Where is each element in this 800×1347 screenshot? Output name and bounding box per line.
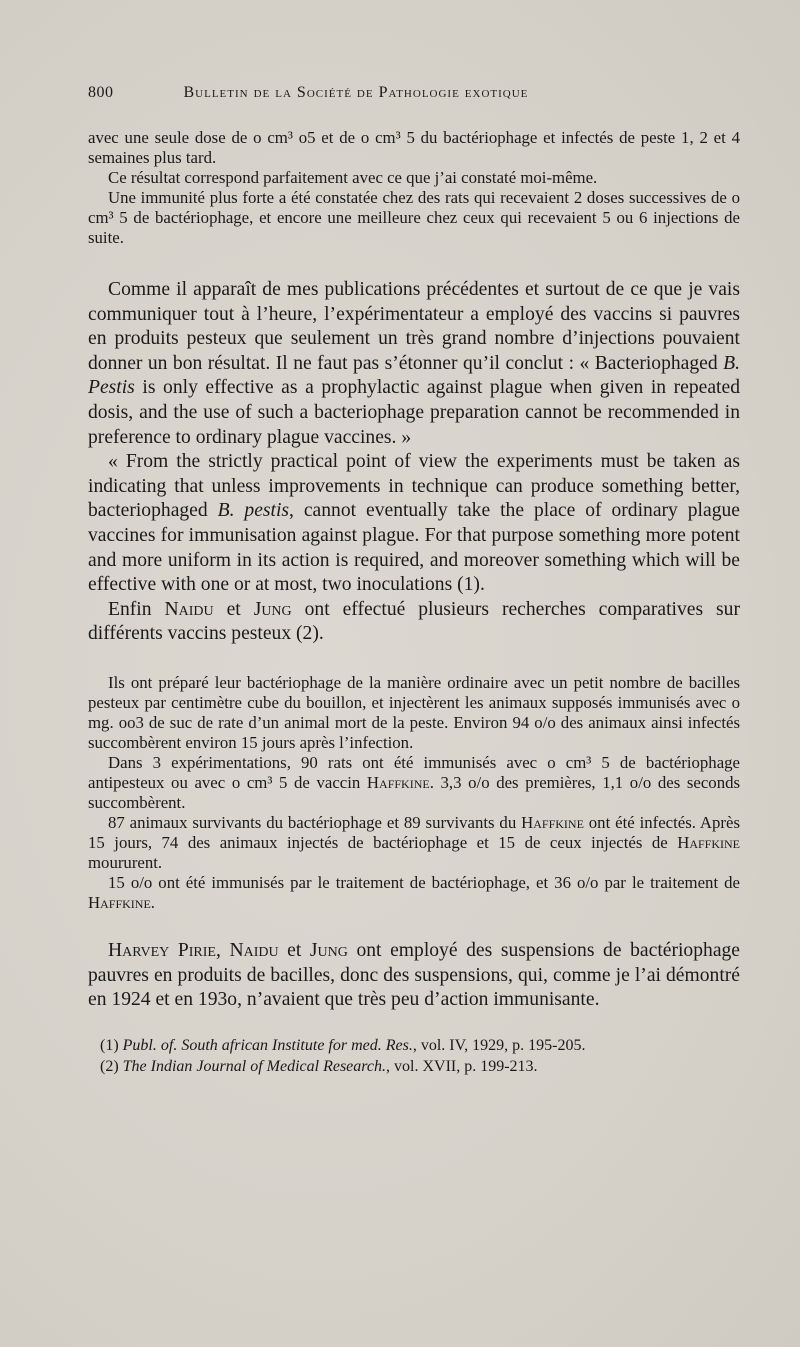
text-run: . 3,3 o/o des premières, 1,1 o/o des seconds succombèrent. [88,772,741,812]
footnote-1 [88,1035,740,1056]
conclusion-block [88,939,740,1013]
paragraph [88,450,740,598]
text-run: moururent. [88,852,163,872]
author-name: Haffkine [88,892,151,912]
page-number: 800 [88,84,114,101]
citation-details: , vol. IV, 1929, p. 195-205. [412,1036,586,1054]
text-run: is only effective as a prophylactic against plague when given in repeated dosis, and the use of such a bacteriophage preparation cannot be recommended in preference to ordinary plague vaccines. » [88,377,740,448]
paragraph [88,939,740,1013]
experiment-block [88,673,740,913]
author-name: Jung [253,598,292,620]
text-run: , [215,939,230,961]
paragraph [88,873,740,913]
author-name: Haffkine [366,772,430,792]
paragraph [88,278,740,450]
intro-block [88,128,740,248]
author-name: Jung [309,939,348,961]
text-run: 87 animaux survivants du bactériophage et 89 survivants du [108,812,522,832]
text-run: . [150,892,155,912]
text-run: 15 o/o ont été immunisés par le traitement de bactériophage, et 36 o/o par le traitement de [108,872,740,892]
running-head [88,84,740,102]
footnote-number: (2) [100,1057,123,1075]
author-name: Naidu [164,598,214,620]
author-name: Harvey Pirie [108,939,216,961]
text-run: ont été infectés. Après 15 jours, 74 des animaux injectés de bactériophage et 15 de ceux injectés de [88,812,740,852]
text-run: et [213,598,254,620]
paragraph [88,753,740,813]
paragraph: Ce résultat correspond parfaitement avec ce que j’ai constaté moi-même. [108,168,598,187]
paragraph: Une immunité plus forte a été constatée chez des rats qui recevaient 2 doses successives de o cm³ 5 de bactériophage, et encore une meilleure chez ceux qui recevaient 5 ou 6 injections de suite. [88,188,740,247]
footnotes [88,1035,740,1077]
footnote-2 [88,1056,740,1077]
citation-details: , vol. XVII, p. 199-213. [386,1057,538,1075]
author-name: Naidu [229,939,279,961]
paragraph: avec une seule dose de o cm³ o5 et de o cm³ 5 du bactériophage et infectés de peste 1, 2 et 4 semaines plus tard. [88,128,740,167]
text-run: et [278,939,310,961]
author-name: Haffkine [677,832,740,852]
text-run: ont employé des suspensions de bactériophage pauvres en produits de bacilles, donc des suspensions, qui, comme je l’ai démontré en 1924 et en 193o, n’avaient que très peu d’action immunisante. [88,939,741,1011]
text-run: Dans 3 expérimentations, 90 rats ont été immunisés avec o cm³ 5 de bactériophage antipesteux ou avec o cm³ 5 de vaccin [88,752,740,792]
paragraph: Ils ont préparé leur bactériophage de la manière ordinaire avec un petit nombre de bacilles pesteux par centimètre cube du bouillon, et injectèrent les animaux supposés immunisés avec o mg. oo3 de suc de rate d’un animal mort de la peste. Environ 94 o/o des animaux ainsi infectés succombèrent environ 15 jours après l’infection. [88,672,740,752]
journal-title: Bulletin de la Société de Pathologie exotique [183,84,529,101]
page [88,84,740,1077]
author-name: Haffkine [521,812,584,832]
main-block [88,278,740,647]
text-run: Enfin [108,598,165,620]
text-run: , cannot eventually take the place of ordinary plague vaccines for immunisation against plague. For that purpose something more potent and more uniform in its action is required, and moreover something which will be effective with one or at most, two inoculations (1). [88,500,740,596]
italic-run: B. pestis [217,500,290,522]
citation-title: The Indian Journal of Medical Research. [122,1057,387,1075]
footnote-number: (1) [100,1036,123,1054]
text-run: « From the strictly practical point of view the experiments must be taken as indicating that unless improvements in technique can produce something better, bacteriophaged [88,451,740,522]
citation-title: Publ. of. South african Institute for med. Res. [122,1036,413,1054]
italic-run: B. Pestis [88,352,740,399]
paragraph [88,598,740,647]
text-run: Comme il apparaît de mes publications précédentes et surtout de ce que je vais communiquer tout à l’heure, l’expérimentateur a employé des vaccins si pauvres en produits pesteux que seulement un très grand nombre d’injections pouvaient donner un bon résultat. Il ne faut pas s’étonner qu’il conclut : « Bacteriophaged [88,279,740,374]
text-run: ont effectué plusieurs recherches comparatives sur différents vaccins pesteux (2). [88,598,741,645]
paragraph [88,813,740,873]
